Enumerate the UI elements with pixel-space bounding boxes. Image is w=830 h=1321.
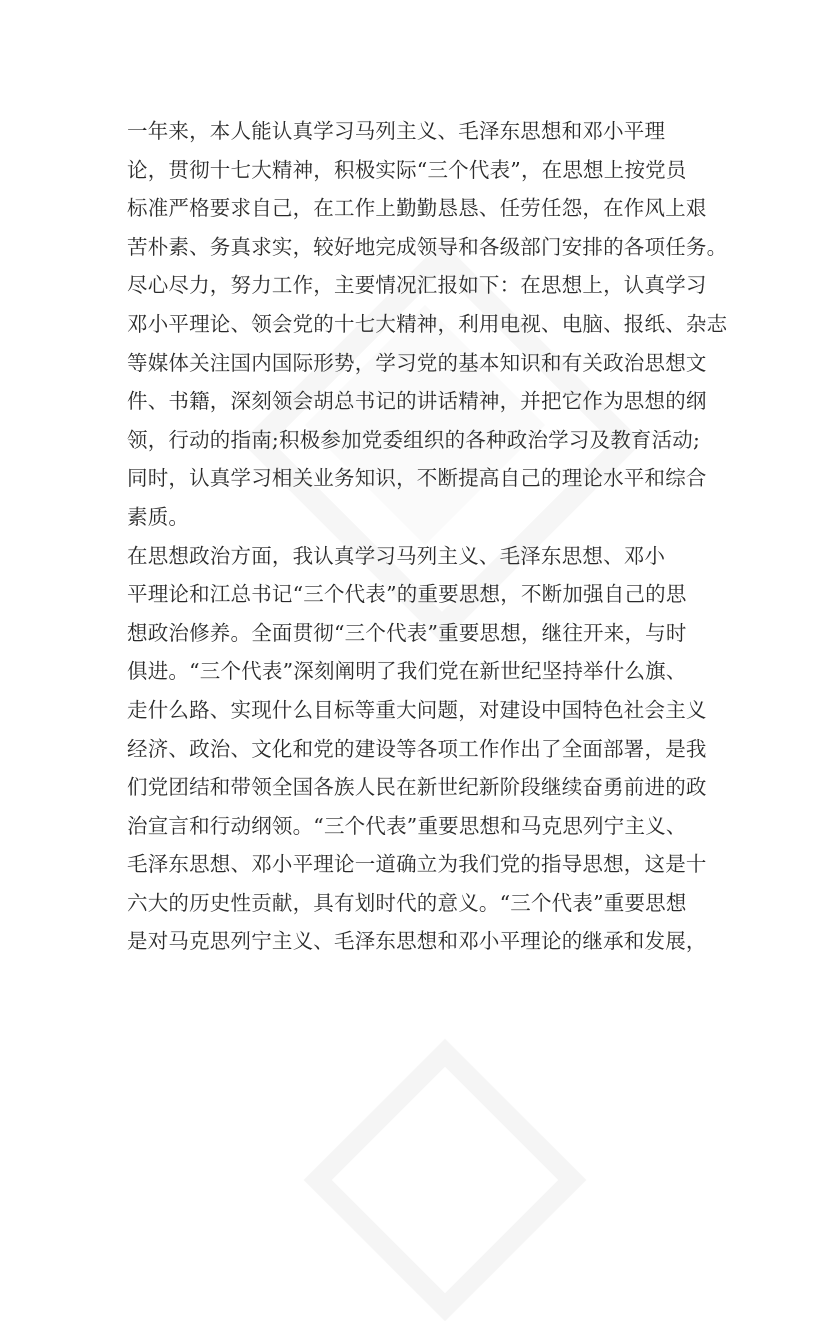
text-line: 毛泽东思想、邓小平理论一道确立为我们党的指导思想，这是十 bbox=[127, 852, 707, 877]
text-line: 是对马克思列宁主义、毛泽东思想和邓小平理论的继承和发展， bbox=[127, 929, 707, 954]
text-line: 想政治修养。全面贯彻“三个代表”重要思想，继往开来，与时 bbox=[127, 620, 687, 645]
text-line: 治宣言和行动纲领。“三个代表”重要思想和马克思列宁主义、 bbox=[127, 813, 687, 838]
watermark-logo-bottom bbox=[304, 1039, 587, 1321]
text-line: 一年来，本人能认真学习马列主义、毛泽东思想和邓小平理 bbox=[127, 119, 666, 143]
document-body bbox=[127, 112, 727, 961]
text-line: 尽心尽力，努力工作，主要情况汇报如下：在思想上，认真学习 bbox=[127, 273, 707, 298]
text-line: 们党团结和带领全国各族人民在新世纪新阶段继续奋勇前进的政 bbox=[127, 775, 707, 800]
text-line: 邓小平理论、领会党的十七大精神，利用电视、电脑、报纸、杂志 bbox=[127, 311, 728, 336]
text-line: 同时，认真学习相关业务知识，不断提高自己的理论水平和综合 bbox=[127, 466, 707, 491]
text-line: 等媒体关注国内国际形势，学习党的基本知识和有关政治思想文 bbox=[127, 350, 707, 375]
text-line: 领，行动的指南;积极参加党委组织的各种政治学习及教育活动; bbox=[127, 427, 701, 452]
text-line: 件、书籍，深刻领会胡总书记的讲话精神，并把它作为思想的纲 bbox=[127, 389, 707, 414]
paragraph-1 bbox=[127, 112, 727, 537]
text-line: 素质。 bbox=[127, 504, 190, 529]
text-line: 俱进。“三个代表”深刻阐明了我们党在新世纪坚持举什么旗、 bbox=[127, 659, 687, 684]
text-line: 在思想政治方面，我认真学习马列主义、毛泽东思想、邓小 bbox=[127, 543, 666, 568]
text-line: 平理论和江总书记“三个代表”的重要思想，不断加强自己的思 bbox=[127, 582, 687, 607]
text-line: 标准严格要求自己，在工作上勤勤恳恳、任劳任怨，在作风上艰 bbox=[127, 196, 707, 221]
text-line: 论，贯彻十七大精神，积极实际“三个代表”，在思想上按党员 bbox=[127, 157, 687, 182]
text-line: 经济、政治、文化和党的建设等各项工作作出了全面部署，是我 bbox=[127, 736, 707, 761]
text-line: 六大的历史性贡献，具有划时代的意义。“三个代表”重要思想 bbox=[127, 890, 687, 915]
text-line: 走什么路、实现什么目标等重大问题，对建设中国特色社会主义 bbox=[127, 697, 707, 722]
paragraph-2 bbox=[127, 537, 727, 962]
text-line: 苦朴素、务真求实，较好地完成领导和各级部门安排的各项任务。 bbox=[127, 234, 728, 259]
